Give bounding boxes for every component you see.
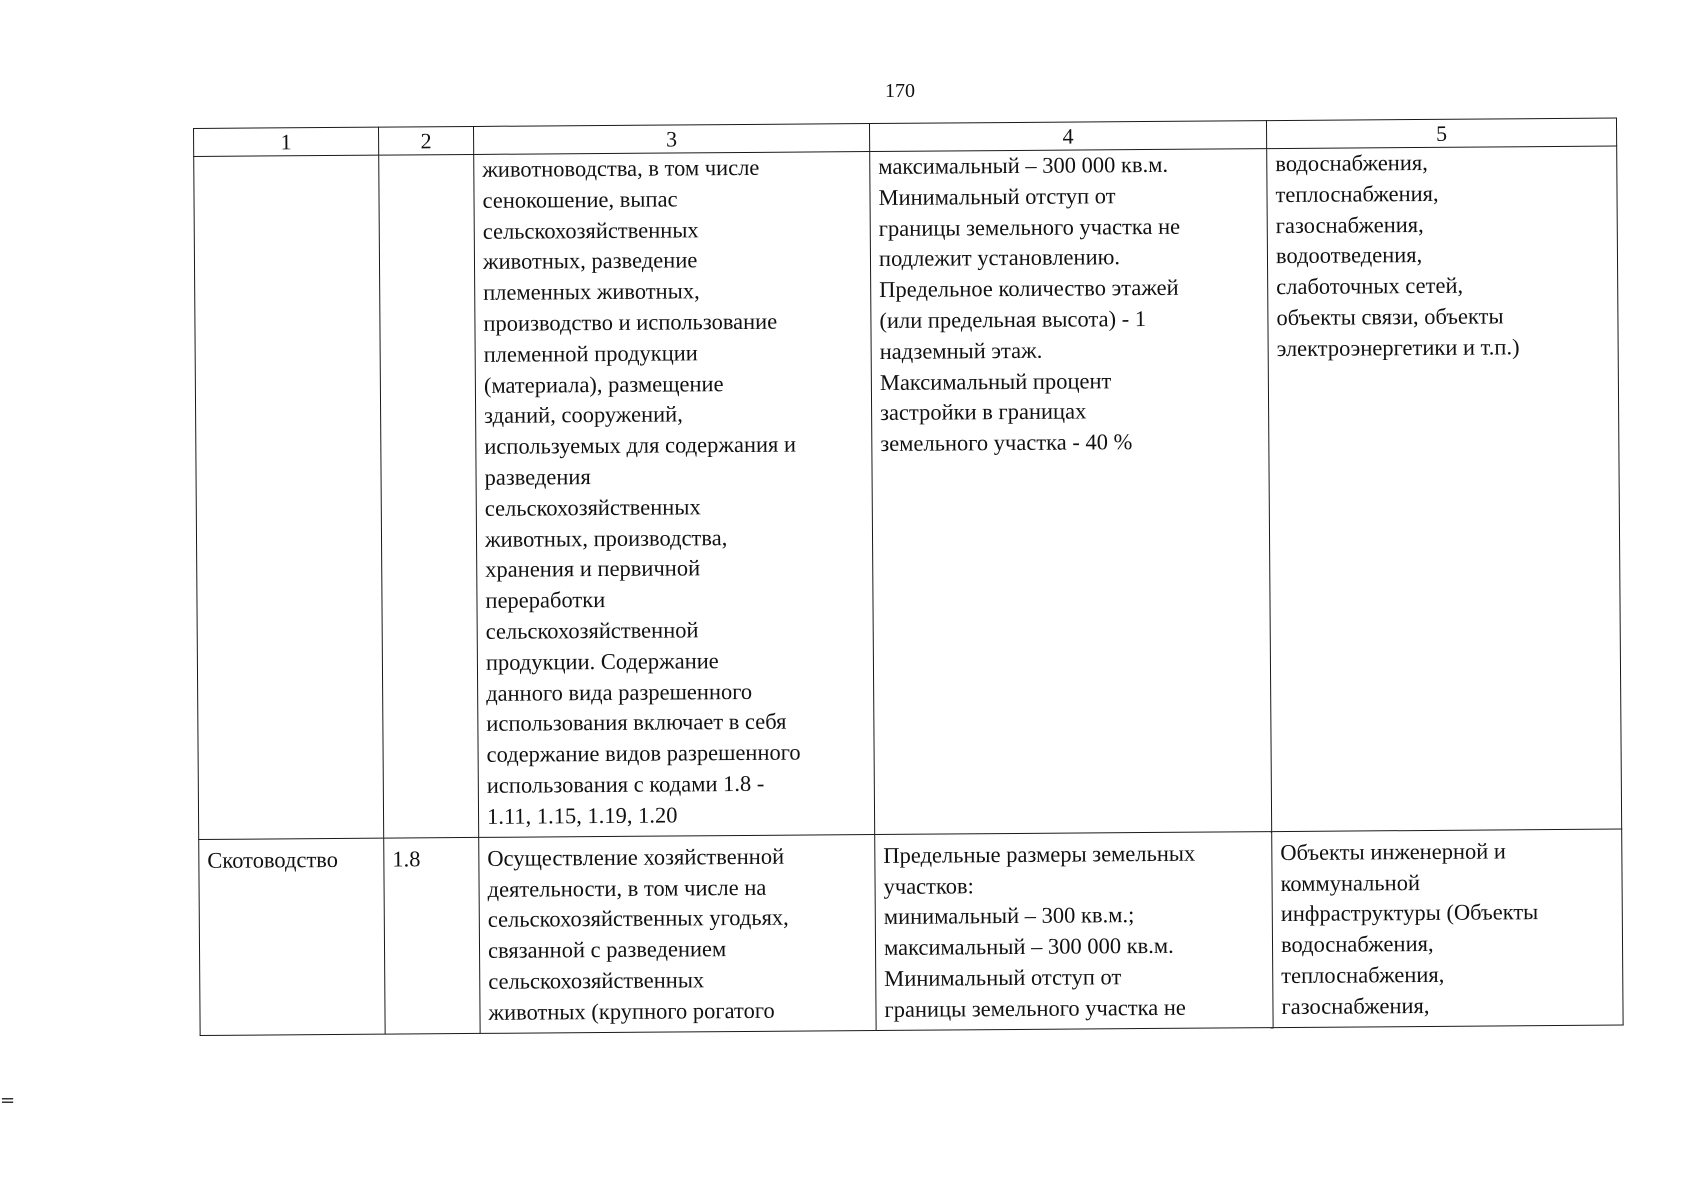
description-cell: животноводства, в том числе сенокошение, выпас сельскохозяйственных животных, разведение племенных животных, производство и использование племенной продукции (материала), размещение зданий, сооружений, используемых для содержания и разведения сельскохозяйственных животных, производства, хранения и первичной переработки сельскохозяйственной продукции. Содержание данного вида разрешенного использования включает в себя содержание видов разрешенного использования с кодами 1.8 - 1.11, 1.15, 1.19, 1.20 bbox=[474, 152, 875, 838]
use-code-cell: 1.8 bbox=[384, 837, 480, 1034]
column-header: 4 bbox=[869, 121, 1266, 152]
objects-cell: водоснабжения, теплоснабжения, газоснабжения, водоотведения, слаботочных сетей, объекты связи, объекты электроэнергетики и т.п.) bbox=[1267, 146, 1622, 831]
column-header: 1 bbox=[194, 127, 379, 156]
objects-cell: Объекты инженерной и коммунальной инфраструктуры (Объекты водоснабжения, теплоснабжения, газоснабжения, bbox=[1272, 829, 1623, 1028]
column-header: 5 bbox=[1266, 118, 1616, 149]
parameters-cell: Предельные размеры земельных участков: минимальный – 300 кв.м.; максимальный – 300 000 кв.м. Минимальный отступ от границы земельного участка не bbox=[875, 831, 1273, 1030]
use-code-cell bbox=[379, 154, 479, 837]
table-row bbox=[194, 146, 1622, 839]
column-header: 2 bbox=[378, 126, 473, 155]
parameters-cell: максимальный – 300 000 кв.м. Минимальный отступ от границы земельного участка не подлежит установлению. Предельное количество этажей (или предельная высота) - 1 надземный этаж. Максимальный процент застройки в границах земельного участка - 40 % bbox=[870, 149, 1272, 835]
page-number: 170 bbox=[885, 80, 915, 102]
land-use-table bbox=[193, 118, 1624, 1036]
use-name-cell: Скотоводство bbox=[199, 838, 385, 1036]
margin-mark: = bbox=[0, 1090, 16, 1111]
column-header: 3 bbox=[473, 124, 869, 155]
table-row bbox=[199, 829, 1623, 1036]
description-cell: Осуществление хозяйственной деятельности, в том числе на сельскохозяйственных угодьях, связанной с разведением сельскохозяйственных животных (крупного рогатого bbox=[479, 834, 876, 1033]
use-name-cell bbox=[194, 155, 384, 839]
